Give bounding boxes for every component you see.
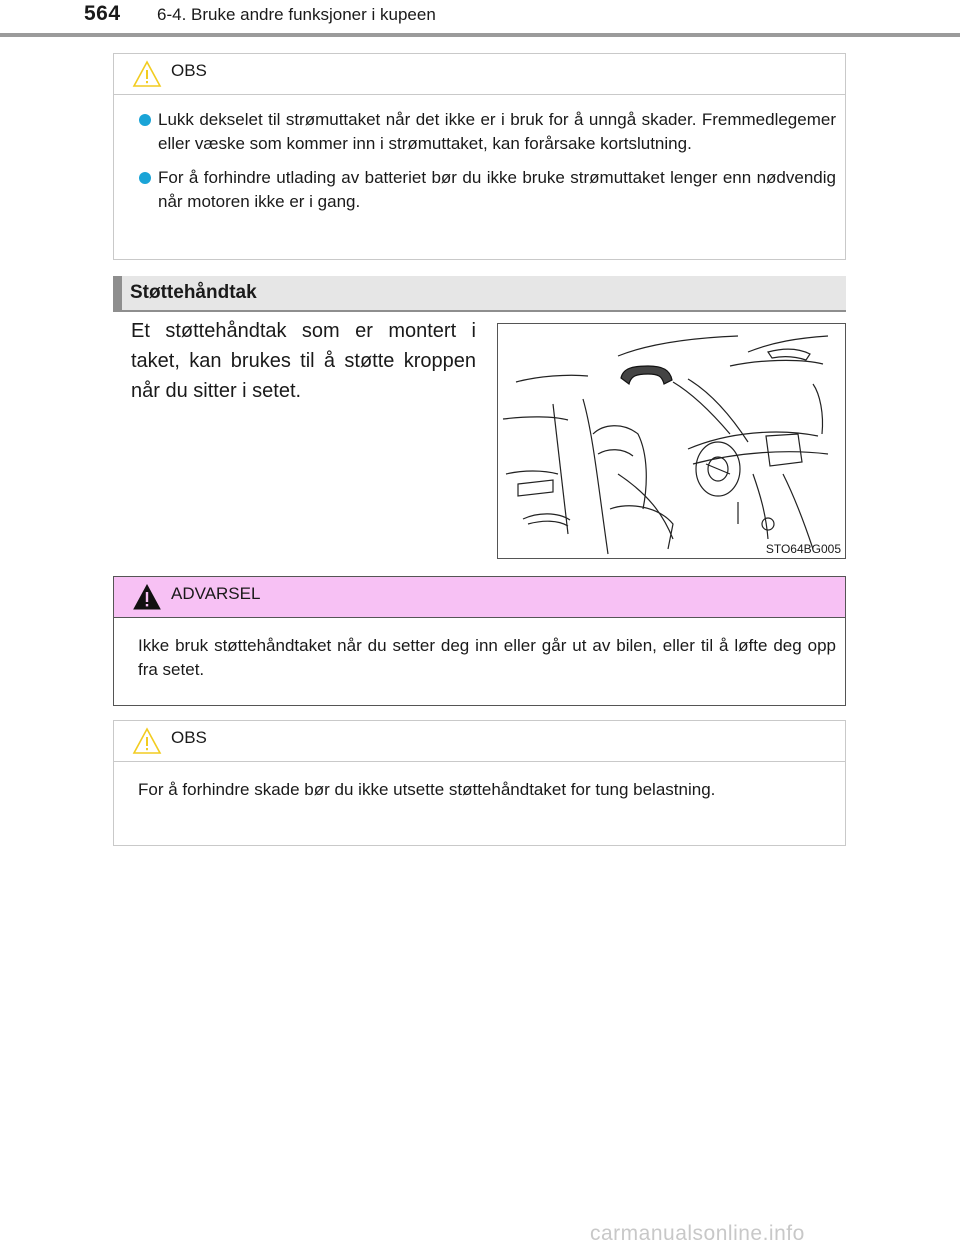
warning-box [113,576,846,706]
notice-body [114,95,845,228]
warning-label: ADVARSEL [171,584,261,603]
bullet-icon [139,114,151,126]
list-item-text: Lukk dekselet til strømuttaket når det ikke er i bruk for å unngå skader. Fremmedlegemer eller væske som kommer inn i strømuttaket, kan forårsake kortslutning. [158,110,836,153]
list-item-text: For å forhindre utlading av batteriet bør du ikke bruke strømuttaket lenger enn nødvendig når motoren ikke er i gang. [158,168,836,211]
footer-watermark: carmanualsonline.info [590,1222,805,1245]
caution-triangle-icon [132,727,162,755]
notice-label: OBS [171,61,207,80]
figure-code: STO64BG005 [765,542,841,556]
notice-box-bottom [113,720,846,846]
warning-body [114,618,845,696]
section-title: Støttehåndtak [130,282,257,303]
list-item [138,108,836,156]
section-body-text: Et støttehåndtak som er montert i taket, kan brukes til å støtte kroppen når du sitter i setet. [131,320,476,402]
bullet-icon [139,172,151,184]
notice-box-top [113,53,846,260]
car-interior-drawing [498,324,845,558]
page-number: 564 [84,2,121,25]
list-item [138,166,836,214]
chapter-title: 6-4. Bruke andre funksjoner i kupeen [157,5,436,24]
warning-header [114,577,845,618]
caution-triangle-icon [132,60,162,88]
notice-label: OBS [171,728,207,747]
warning-triangle-icon [132,583,162,611]
interior-illustration [497,323,846,559]
header-rule [0,33,960,37]
notice-header [114,721,845,762]
warning-text: Ikke bruk støttehåndtaket når du setter deg inn eller går ut av bilen, eller til å løfte deg opp fra setet. [138,636,836,679]
notice-header [114,54,845,95]
notice-body [114,762,845,816]
section-heading [113,276,846,312]
section-bar [113,276,122,310]
notice-text: For å forhindre skade bør du ikke utsette støttehåndtaket for tung belastning. [138,780,716,799]
